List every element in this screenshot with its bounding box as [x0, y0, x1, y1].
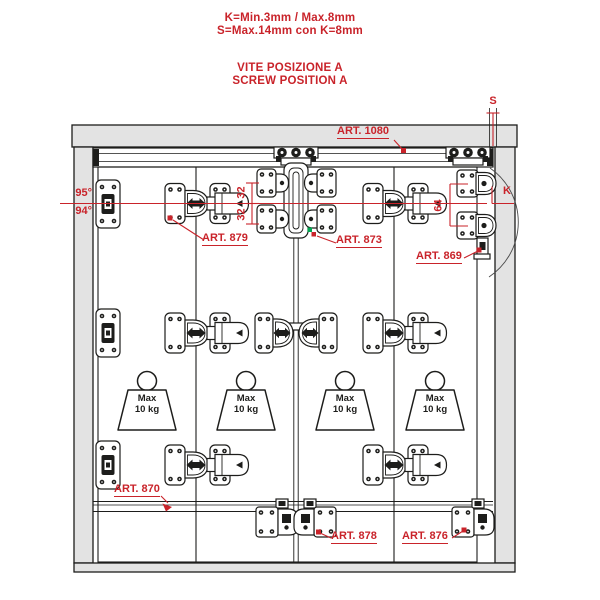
roller-carriage-center [274, 147, 318, 165]
wall-plate-bottom [96, 441, 120, 489]
weight-label-door-4: Max 10 kg [422, 393, 448, 415]
label-art-878: ART. 878 [331, 530, 377, 542]
track-end-cap-left [93, 149, 99, 166]
weight-label-door-3: Max 10 kg [332, 393, 358, 415]
hinge-bottom-junction-3-4 [363, 445, 447, 485]
wall-plate-middle [96, 309, 120, 357]
weight-label-door-2: Max 10 kg [233, 393, 259, 415]
roller-carriage-right [446, 147, 490, 165]
angle-95-label: 95° [75, 187, 92, 199]
label-art-876: ART. 876 [402, 530, 448, 542]
hinge-middle-junction-1-2 [165, 313, 249, 353]
position-line-it: VITE POSIZIONE A [237, 62, 343, 74]
double-hinge-middle-junction-2-3 [255, 313, 337, 353]
label-art-1080: ART. 1080 [337, 125, 389, 137]
dim-s-label: S [489, 95, 497, 107]
angle-94-label: 94° [75, 205, 92, 217]
bottom-panel [74, 563, 515, 572]
label-art-879: ART. 879 [202, 232, 248, 244]
hinge-bottom-junction-1-2 [165, 445, 249, 485]
label-art-873: ART. 873 [336, 234, 382, 246]
label-art-869: ART. 869 [416, 250, 462, 262]
weight-label-door-1: Max 10 kg [134, 393, 160, 415]
dim-64-label: 64 [432, 199, 445, 212]
dim-32-bottom-label: 32 [235, 208, 248, 221]
dim-32-top-label: 32 [235, 186, 248, 199]
hinge-middle-junction-3-4 [363, 313, 447, 353]
right-side-panel [495, 147, 515, 563]
spec-line-k: K=Min.3mm / Max.8mm [224, 12, 356, 24]
top-panel [72, 125, 517, 147]
dim-k-label: K [503, 185, 511, 197]
leader-art-870 [161, 496, 172, 512]
position-line-en: SCREW POSITION A [232, 75, 348, 87]
marker-green [308, 228, 313, 233]
spec-line-s: S=Max.14mm con K=8mm [217, 25, 363, 37]
label-art-870: ART. 870 [114, 483, 160, 495]
